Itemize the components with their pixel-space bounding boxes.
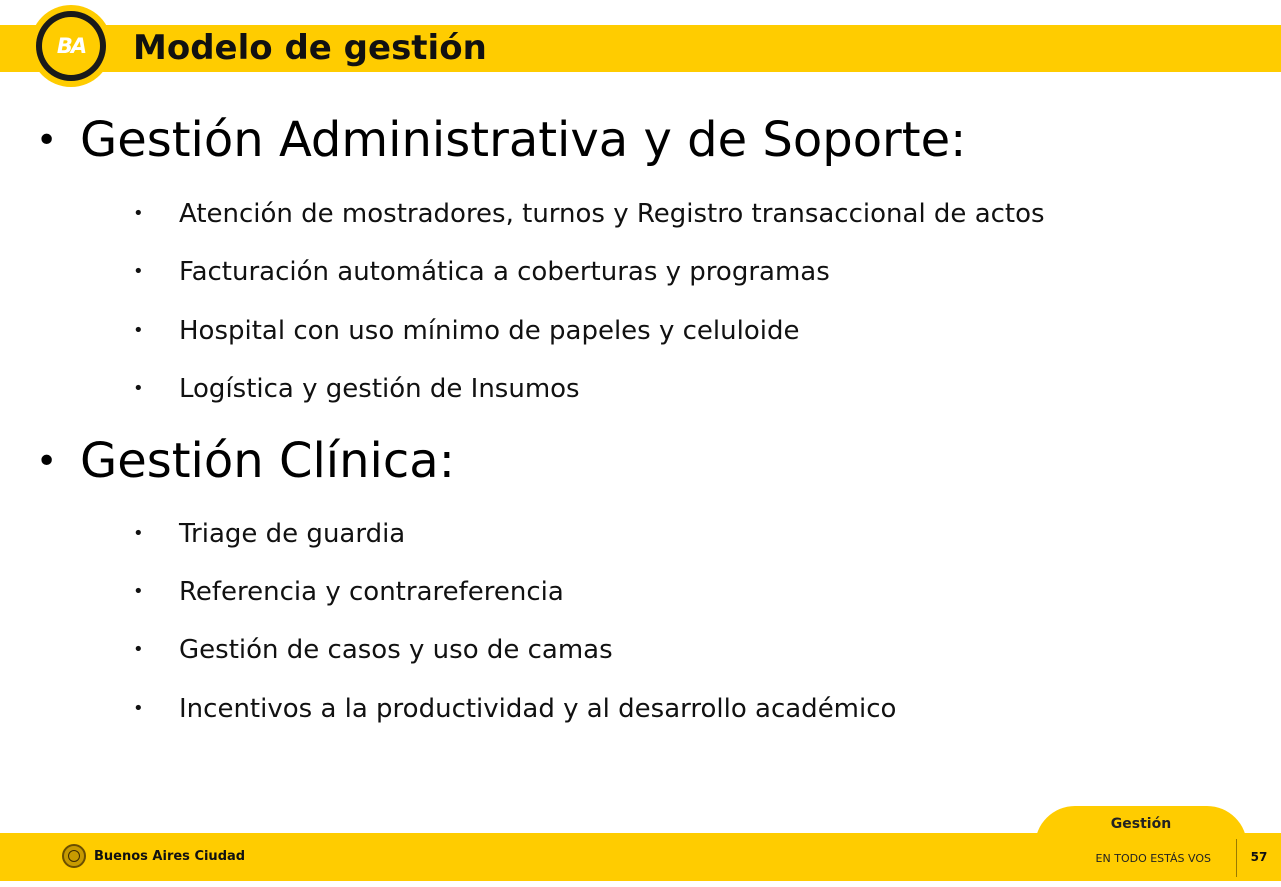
bullet-icon: • (133, 320, 144, 341)
bullet-icon: • (133, 523, 144, 544)
ba-logo-icon (30, 5, 112, 87)
footer-section-label: Gestión (1110, 816, 1172, 832)
bullet-icon: • (133, 378, 144, 399)
bullet-icon: • (36, 120, 58, 161)
list-item (133, 575, 564, 609)
seal-inner (68, 850, 80, 862)
slogan: EN TODO ESTÁS VOS (1095, 852, 1211, 865)
bullet-icon: • (133, 698, 144, 719)
list-item-text: Referencia y contrareferencia (179, 577, 564, 607)
page-separator (1236, 839, 1237, 877)
list-item (133, 692, 896, 726)
logo-text: BA (56, 34, 86, 58)
list-item (133, 314, 799, 348)
list-item-text: Incentivos a la productividad y al desarrollo académico (179, 694, 897, 724)
bullet-icon: • (133, 261, 144, 282)
list-item (133, 633, 613, 667)
section-heading-administrativa (36, 112, 966, 169)
logo-inner (42, 17, 100, 75)
brand-name: Buenos Aires Ciudad (94, 849, 246, 864)
bullet-icon: • (133, 203, 144, 224)
list-item-text: Facturación automática a coberturas y programas (179, 257, 830, 287)
page-title: Modelo de gestión (133, 28, 487, 68)
list-item (133, 197, 1045, 231)
section-heading-text: Gestión Clínica: (80, 433, 455, 489)
section-heading-text: Gestión Administrativa y de Soporte: (80, 112, 967, 168)
list-item-text: Atención de mostradores, turnos y Registro transaccional de actos (179, 199, 1045, 229)
list-item-text: Gestión de casos y uso de camas (179, 635, 613, 665)
list-item (133, 517, 405, 551)
list-item-text: Hospital con uso mínimo de papeles y celuloide (179, 316, 800, 346)
bullet-icon: • (36, 441, 58, 482)
list-item-text: Logística y gestión de Insumos (179, 374, 580, 404)
bullet-icon: • (133, 639, 144, 660)
page-number: 57 (1250, 850, 1268, 864)
list-item-text: Triage de guardia (179, 519, 406, 549)
section-heading-clinica (36, 433, 455, 490)
city-seal-icon (62, 844, 86, 868)
bullet-icon: • (133, 581, 144, 602)
logo-ring (36, 11, 106, 81)
list-item (133, 372, 580, 406)
list-item (133, 255, 830, 289)
